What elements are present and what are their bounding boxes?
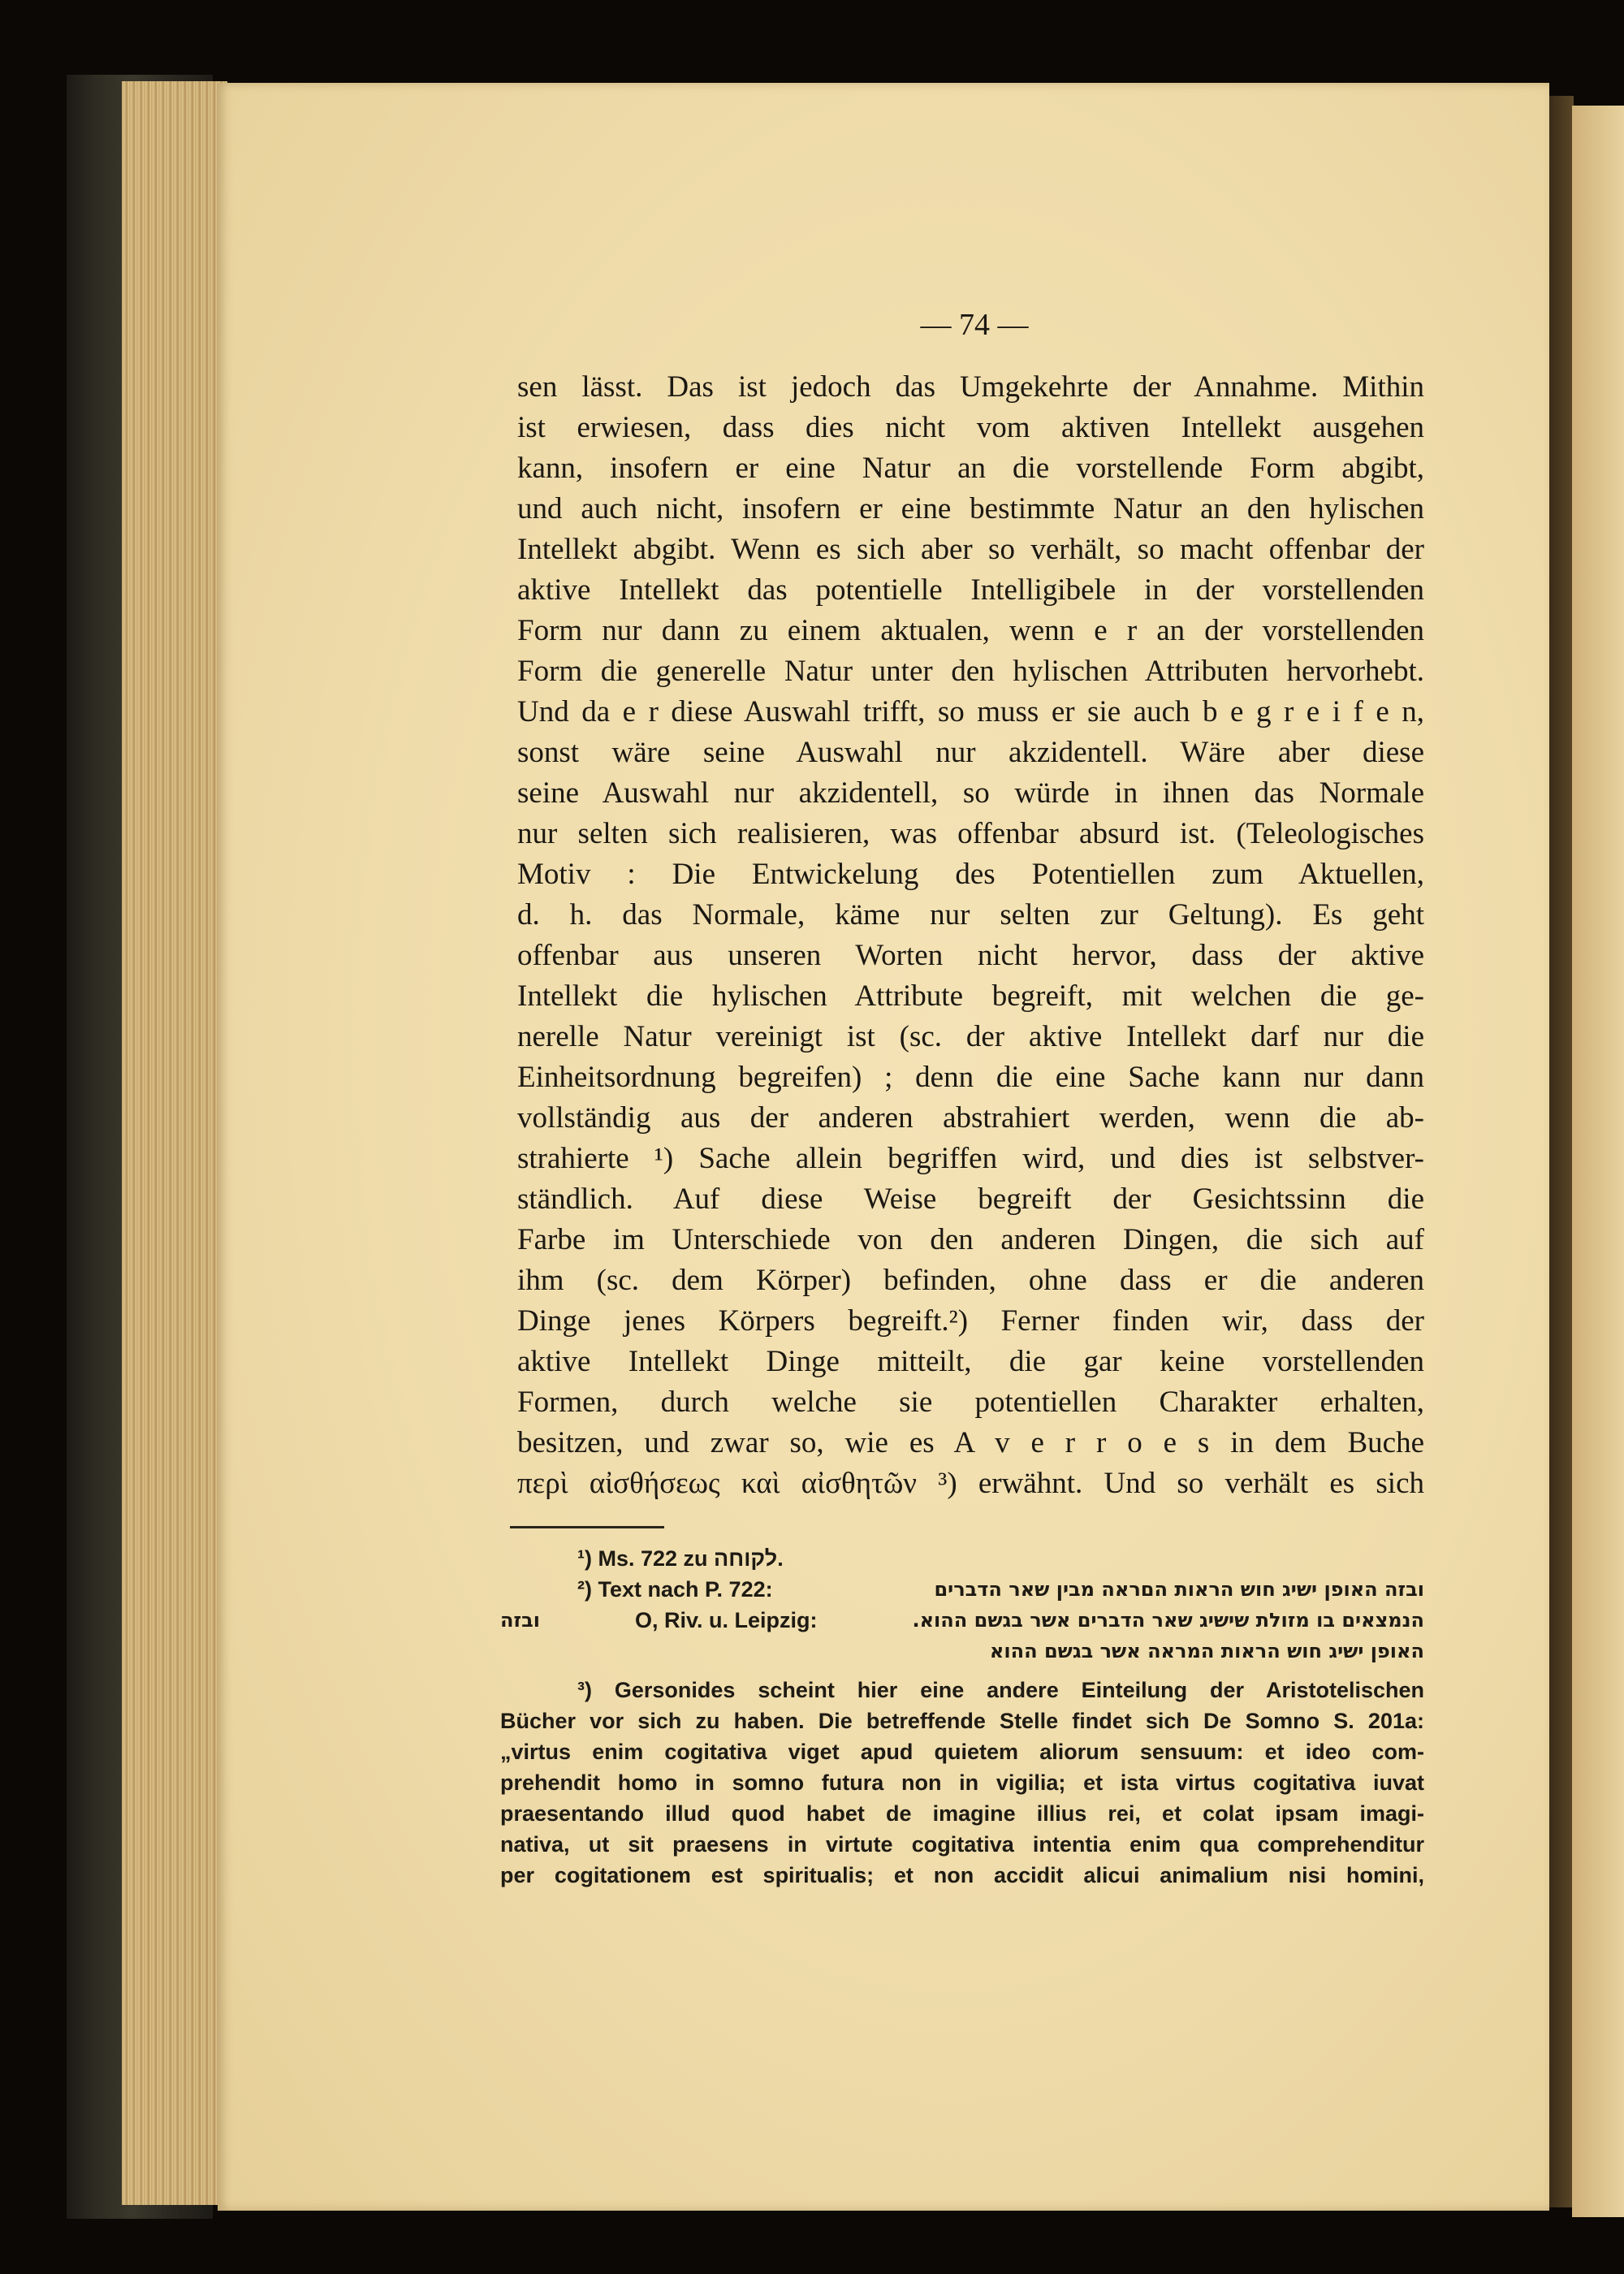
footnote-2-hebrew: האופן ישיג חוש הראות המראה אשר בגשם ההוא [989,1640,1424,1662]
footnote-2-second-line [500,1605,1424,1636]
body-line: d. h. das Normale, käme nur selten zur Geltung). Es geht [517,898,1424,932]
body-line: aktive Intellekt Dinge mitteilt, die gar keine vorstellenden [517,1345,1424,1378]
body-line: aktive Intellekt das potentielle Intelligibele in der vorstellenden [517,573,1424,607]
body-line: Farbe im Unterschiede von den anderen Dingen, die sich auf [517,1223,1424,1256]
body-line: sonst wäre seine Auswahl nur akzidentell. Wäre aber diese [517,736,1424,769]
body-line: und auch nicht, insofern er eine bestimmte Natur an den hylischen [517,492,1424,525]
footnote-3-line: ³) Gersonides scheint hier eine andere Einteilung der Aristotelischen [577,1678,1424,1702]
footnote-2-third-line [500,1636,1424,1667]
footnote-3-line: praesentando illud quod habet de imagine illius rei, et colat ipsam imagi- [500,1801,1424,1826]
footnote-2-sources: O, Riv. u. Leipzig: [634,1608,818,1632]
footnote-3-line: nativa, ut sit praesens in virtute cogitativa intentia enim qua comprehenditur [500,1832,1424,1857]
body-line: nerelle Natur vereinigt ist (sc. der aktive Intellekt darf nur die [517,1020,1424,1053]
body-line: περὶ αἰσθήσεως καὶ αἰσθητῶν ³) erwähnt. Und so verhält es sich [517,1467,1424,1500]
body-line: Einheitsordnung begreifen) ; denn die eine Sache kann nur dann [517,1061,1424,1094]
body-line: Intellekt die hylischen Attribute begreift, mit welchen die ge- [517,979,1424,1013]
body-line: Formen, durch welche sie potentiellen Charakter erhalten, [517,1386,1424,1419]
book-gutter [1549,96,1574,2207]
page-number: — 74 — [920,308,1029,342]
body-line: sen lässt. Das ist jedoch das Umgekehrte der Annahme. Mithin [517,370,1424,404]
body-line: seine Auswahl nur akzidentell, so würde in ihnen das Normale [517,776,1424,810]
body-line: ständlich. Auf diese Weise begreift der Gesichtssinn die [517,1182,1424,1216]
body-line: offenbar aus unseren Worten nicht hervor, dass der aktive [517,939,1424,972]
footnote-3-line: prehendit homo in somno futura non in vigilia; et ista virtus cogitativa iuvat [500,1770,1424,1795]
footnote-2-hebrew: ובזה [500,1609,540,1632]
footnote-3-line: per cogitationem est spiritualis; et non accidit alicui animalium nisi homini, [500,1863,1424,1887]
facing-page-edge [1572,106,1624,2217]
footnote-2-first-line [500,1574,1424,1605]
footnote-1: ¹) Ms. 722 zu לקוחה. [577,1546,784,1571]
body-line: besitzen, und zwar so, wie es A v e r r o e s in dem Buche [517,1426,1424,1459]
footnotes [500,1543,1424,1891]
body-line: Motiv : Die Entwickelung des Potentiellen zum Aktuellen, [517,858,1424,891]
footnote-divider [510,1526,664,1528]
body-text [517,367,1424,1504]
body-line: ist erwiesen, dass dies nicht vom aktiven Intellekt ausgehen [517,411,1424,444]
body-line: Intellekt abgibt. Wenn es sich aber so verhält, so macht offenbar der [517,533,1424,566]
body-line: Und da e r diese Auswahl trifft, so muss er sie auch b e g r e i f e n, [517,695,1424,728]
body-line: nur selten sich realisieren, was offenbar absurd ist. (Teleologisches [517,817,1424,850]
body-line: Dinge jenes Körpers begreift.²) Ferner finden wir, dass der [517,1304,1424,1338]
footnote-2-hebrew: ובזה האופן ישיג חוש הראות הםראה מבין שאר הדברים [934,1578,1424,1601]
footnote-2-hebrew: הנמצאים בו מזולת שישיג שאר הדברים אשר בגשם ההוא. [912,1609,1424,1632]
body-line: kann, insofern er eine Natur an die vorstellende Form abgibt, [517,452,1424,485]
body-line: vollständig aus der anderen abstrahiert werden, wenn die ab- [517,1101,1424,1135]
body-line: strahierte ¹) Sache allein begriffen wird, und dies ist selbstver- [517,1142,1424,1175]
body-line: Form nur dann zu einem aktualen, wenn e r an der vorstellenden [517,614,1424,647]
body-line: ihm (sc. dem Körper) befinden, ohne dass er die anderen [517,1264,1424,1297]
stacked-page-edges [122,81,227,2205]
footnote-3-line: Bücher vor sich zu haben. Die betreffende Stelle findet sich De Somno S. 201a: [500,1709,1424,1733]
footnote-3-line: „virtus enim cogitativa viget apud quietem aliorum sensuum: et ideo com- [500,1740,1424,1764]
body-line: Form die generelle Natur unter den hylischen Attributen hervorhebt. [517,655,1424,688]
footnote-2-label: ²) Text nach P. 722: [577,1577,773,1602]
